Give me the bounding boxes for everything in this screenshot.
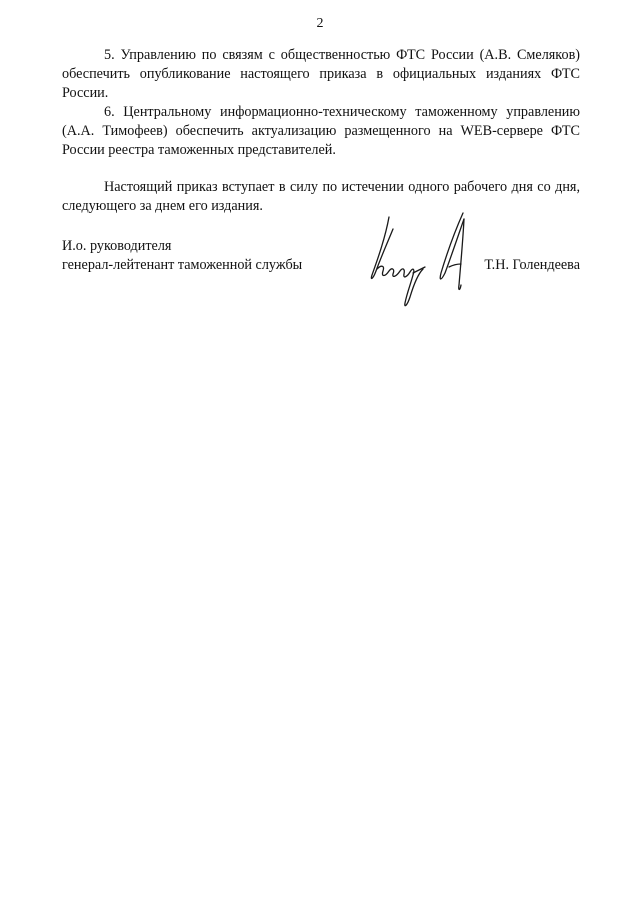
signatory-position-line-1: И.о. руководителя (62, 238, 172, 254)
order-body (62, 46, 580, 216)
paragraph-item-6: 6. Центральному информационно-техническому таможенному управлению (А.А. Тимофеев) обеспечить актуализацию размещенного на WEB-сервере ФТС России реестра таможенных представителей. (62, 104, 580, 158)
paragraph-effective-date: Настоящий приказ вступает в силу по истечении одного рабочего дня со дня, следующего за днем его издания. (62, 179, 580, 214)
signature-block (62, 237, 580, 317)
handwritten-signature (367, 209, 487, 317)
page-number: 2 (316, 16, 324, 31)
signatory-name: Т.Н. Голендеева (484, 257, 580, 273)
signatory-position-line-2: генерал-лейтенант таможенной службы (62, 257, 303, 273)
paragraph-item-5: 5. Управлению по связям с общественностью ФТС России (А.В. Смеляков) обеспечить опубликование настоящего приказа в официальных изданиях ФТС России. (62, 47, 580, 101)
